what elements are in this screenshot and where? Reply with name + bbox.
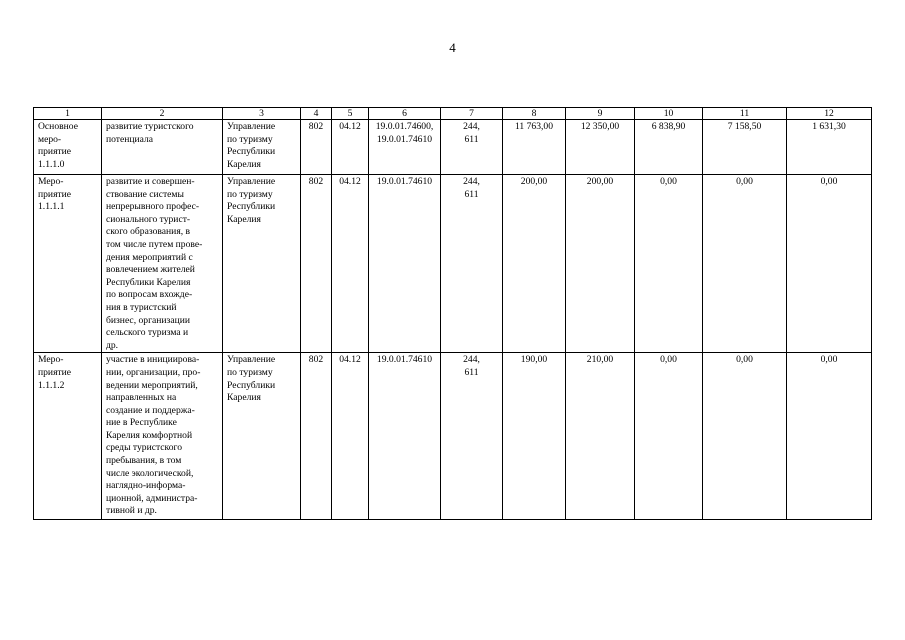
value-col-10: 0,00 xyxy=(635,353,703,520)
col-header-10: 10 xyxy=(635,108,703,120)
cell-line: по туризму xyxy=(227,188,273,200)
cell-line: Меро- xyxy=(38,354,64,366)
measure-description-cell xyxy=(102,175,223,353)
col-header-9: 9 xyxy=(566,108,635,120)
cell-line: том числе путем прове- xyxy=(106,238,203,250)
cell-line: пребывания, в том xyxy=(106,455,182,467)
measure-name-cell xyxy=(34,353,102,520)
cell-line: Карелия xyxy=(227,213,261,225)
cell-line: Основное xyxy=(38,121,78,132)
cell-line: приятие xyxy=(38,146,72,158)
cell-line: ционной, администра- xyxy=(106,492,198,504)
grbs-cell: 802 xyxy=(301,175,332,353)
vr-cell xyxy=(441,353,503,520)
cell-line: 1.1.1.0 xyxy=(38,158,65,170)
measure-name-cell xyxy=(34,120,102,175)
table-row xyxy=(34,353,872,520)
cell-line: Республики xyxy=(227,201,276,213)
cell-line: Управление xyxy=(227,176,276,187)
cell-line: Карелия комфортной xyxy=(106,429,193,441)
cell-line: приятие xyxy=(38,188,72,200)
col-header-12: 12 xyxy=(787,108,872,120)
cell-line: 244, xyxy=(463,121,480,132)
cell-line: 19.0.01.74610 xyxy=(376,354,433,366)
cell-line: направленных на xyxy=(106,392,177,404)
value-col-9: 210,00 xyxy=(566,353,635,520)
cell-line: бизнес, организации xyxy=(106,314,190,326)
value-col-12: 0,00 xyxy=(787,353,872,520)
cell-line: ствование системы xyxy=(106,188,184,200)
cell-line: 244, xyxy=(463,176,480,187)
cell-line: участие в инициирова- xyxy=(106,354,200,366)
page-number: 4 xyxy=(449,40,456,55)
value-col-10: 6 838,90 xyxy=(635,120,703,175)
col-header-8: 8 xyxy=(503,108,566,120)
budget-table xyxy=(33,107,872,520)
cell-line: ние в Республике xyxy=(106,417,177,429)
cell-line: сельского туризма и xyxy=(106,327,189,339)
col-header-2: 2 xyxy=(102,108,223,120)
vr-cell xyxy=(441,175,503,353)
rzpr-cell: 04.12 xyxy=(332,175,369,353)
cell-line: 19.0.01.74600, xyxy=(375,121,434,132)
rzpr-cell: 04.12 xyxy=(332,120,369,175)
executor-cell xyxy=(223,120,301,175)
cell-line: среды туристского xyxy=(106,442,182,454)
cell-line: вовлечением жителей xyxy=(106,264,195,276)
cell-line: по вопросам вхожде- xyxy=(106,289,193,301)
table-row xyxy=(34,120,872,175)
value-col-9: 200,00 xyxy=(566,175,635,353)
col-header-3: 3 xyxy=(223,108,301,120)
cell-line: 19.0.01.74610 xyxy=(376,133,433,145)
cell-line: непрерывного профес- xyxy=(106,201,200,213)
cell-line: числе экологической, xyxy=(106,467,194,479)
measure-description-cell xyxy=(102,120,223,175)
cell-line: ского образования, в xyxy=(106,226,191,238)
cell-line: 19.0.01.74610 xyxy=(376,176,433,187)
cell-line: 244, xyxy=(463,354,480,366)
cell-line: дения мероприятий с xyxy=(106,251,193,263)
col-header-5: 5 xyxy=(332,108,369,120)
cell-line: Карелия xyxy=(227,392,261,404)
cell-line: потенциала xyxy=(106,133,154,145)
value-col-8: 200,00 xyxy=(503,175,566,353)
cell-line: развитие и совершен- xyxy=(106,176,195,187)
grbs-cell: 802 xyxy=(301,120,332,175)
cell-line: Республики xyxy=(227,379,276,391)
executor-cell xyxy=(223,353,301,520)
col-header-7: 7 xyxy=(441,108,503,120)
cell-line: 1.1.1.1 xyxy=(38,201,65,213)
cell-line: наглядно-информа- xyxy=(106,480,186,492)
csr-cell xyxy=(369,120,441,175)
measure-description-cell xyxy=(102,353,223,520)
csr-cell xyxy=(369,353,441,520)
col-header-1: 1 xyxy=(34,108,102,120)
col-header-4: 4 xyxy=(301,108,332,120)
cell-line: по туризму xyxy=(227,366,273,378)
cell-line: ведении мероприятий, xyxy=(106,379,198,391)
cell-line: 1.1.1.2 xyxy=(38,379,65,391)
cell-line: нии, организации, про- xyxy=(106,366,201,378)
cell-line: создание и поддержа- xyxy=(106,404,195,416)
cell-line: 611 xyxy=(464,366,479,378)
value-col-8: 190,00 xyxy=(503,353,566,520)
measure-name-cell xyxy=(34,175,102,353)
cell-line: Карелия xyxy=(227,158,261,170)
cell-line: Республики Карелия xyxy=(106,276,191,288)
grbs-cell: 802 xyxy=(301,353,332,520)
cell-line: сионального турист- xyxy=(106,213,191,225)
cell-line: Управление xyxy=(227,354,276,366)
cell-line: развитие туристского xyxy=(106,121,194,132)
value-col-11: 0,00 xyxy=(703,353,787,520)
cell-line: ния в туристский xyxy=(106,301,177,313)
value-col-10: 0,00 xyxy=(635,175,703,353)
value-col-11: 7 158,50 xyxy=(703,120,787,175)
value-col-12: 1 631,30 xyxy=(787,120,872,175)
value-col-11: 0,00 xyxy=(703,175,787,353)
col-header-6: 6 xyxy=(369,108,441,120)
value-col-8: 11 763,00 xyxy=(503,120,566,175)
cell-line: Меро- xyxy=(38,176,64,187)
vr-cell xyxy=(441,120,503,175)
cell-line: по туризму xyxy=(227,133,273,145)
cell-line: 611 xyxy=(464,188,479,200)
col-header-11: 11 xyxy=(703,108,787,120)
csr-cell xyxy=(369,175,441,353)
cell-line: 611 xyxy=(464,133,479,145)
rzpr-cell: 04.12 xyxy=(332,353,369,520)
value-col-12: 0,00 xyxy=(787,175,872,353)
cell-line: Управление xyxy=(227,121,276,132)
table-row xyxy=(34,175,872,353)
cell-line: приятие xyxy=(38,366,72,378)
executor-cell xyxy=(223,175,301,353)
cell-line: Республики xyxy=(227,146,276,158)
cell-line: меро- xyxy=(38,133,62,145)
header-row xyxy=(34,108,872,120)
cell-line: др. xyxy=(106,339,119,351)
value-col-9: 12 350,00 xyxy=(566,120,635,175)
cell-line: тивной и др. xyxy=(106,505,157,517)
